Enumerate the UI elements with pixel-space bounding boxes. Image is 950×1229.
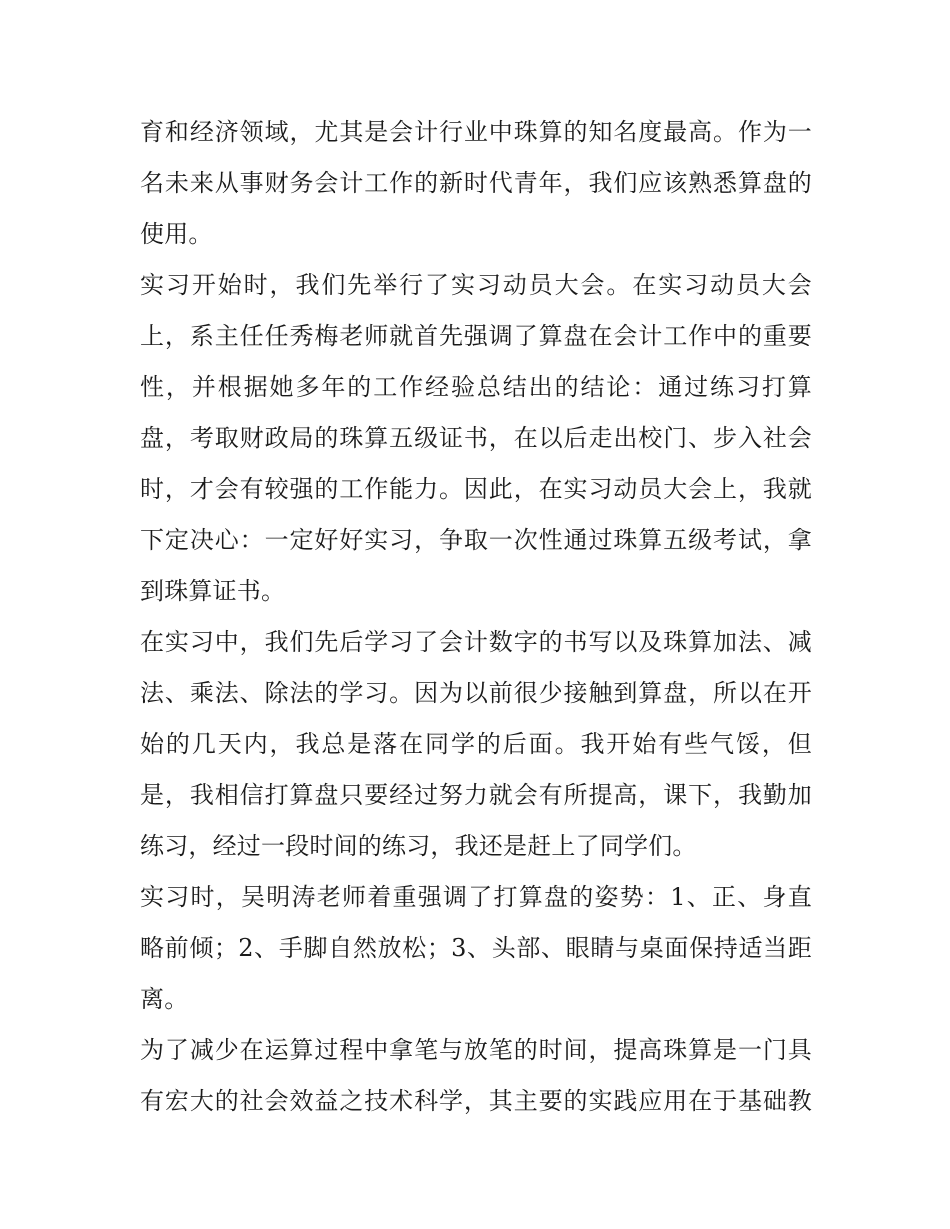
document-body	[140, 107, 812, 1127]
text-line: 时，才会有较强的工作能力。因此，在实习动员大会上，我就	[140, 475, 812, 503]
text-line: 法、乘法、除法的学习。因为以前很少接触到算盘，所以在开	[140, 679, 812, 707]
text-line: 始的几天内，我总是落在同学的后面。我开始有些气馁，但	[140, 730, 812, 758]
text-line: 育和经济领域，尤其是会计行业中珠算的知名度最高。作为一	[140, 118, 812, 146]
text-line: 练习，经过一段时间的练习，我还是赶上了同学们。	[140, 832, 697, 860]
text-line: 有宏大的社会效益之技术科学，其主要的实践应用在于基础教	[140, 1087, 812, 1115]
text-line: 到珠算证书。	[140, 577, 286, 605]
text-line: 实习时，吴明涛老师着重强调了打算盘的姿势：1、正、身直	[140, 883, 812, 911]
text-line: 为了减少在运算过程中拿笔与放笔的时间，提高珠算是一门具	[140, 1036, 812, 1064]
text-line: 性，并根据她多年的工作经验总结出的结论：通过练习打算	[140, 373, 812, 401]
text-line: 略前倾；2、手脚自然放松；3、头部、眼睛与桌面保持适当距	[140, 934, 812, 962]
text-line: 实习开始时，我们先举行了实习动员大会。在实习动员大会	[140, 271, 812, 299]
text-line: 下定决心：一定好好实习，争取一次性通过珠算五级考试，拿	[140, 526, 812, 554]
text-line: 盘，考取财政局的珠算五级证书，在以后走出校门、步入社会	[140, 424, 812, 452]
text-line: 使用。	[140, 220, 213, 248]
text-line: 离。	[140, 985, 189, 1013]
text-line: 上，系主任任秀梅老师就首先强调了算盘在会计工作中的重要	[140, 322, 812, 350]
text-line: 是，我相信打算盘只要经过努力就会有所提高，课下，我勤加	[140, 781, 812, 809]
text-line: 在实习中，我们先后学习了会计数字的书写以及珠算加法、减	[140, 628, 812, 656]
text-line: 名未来从事财务会计工作的新时代青年，我们应该熟悉算盘的	[140, 169, 812, 197]
